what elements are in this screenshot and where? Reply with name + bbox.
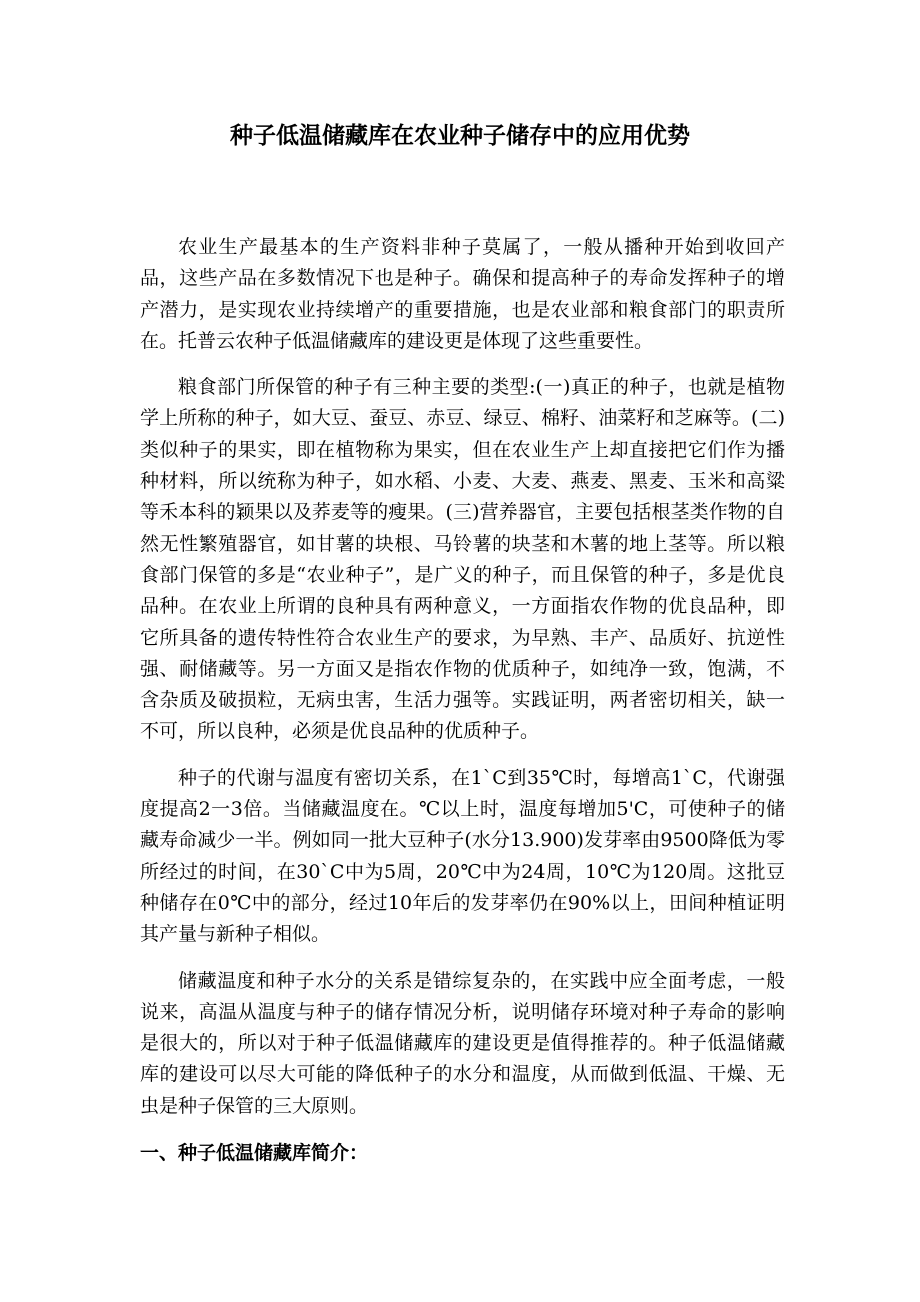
paragraph-intro: 农业生产最基本的生产资料非种子莫属了，一般从播种开始到收回产品，这些产品在多数情况下也是种子。确保和提高种子的寿命发挥种子的增产潜力，是实现农业持续增产的重要措施，也是农业部和粮食部门的职责所在。托普云农种子低温储藏库的建设更是体现了这些重要性。 — [140, 236, 785, 352]
paragraph-temperature: 种子的代谢与温度有密切关系，在1`C到35℃时，每增高1`C，代谢强度提高2一3倍。当储藏温度在。℃以上时，温度每增加5'C，可使种子的储藏寿命减少一半。例如同一批大豆种子(水分13.900)发芽率由9500降低为零所经过的时间，在30`C中为5周，20℃中为24周，10℃为120周。这批豆种储存在0℃中的部分，经过10年后的发芽率仍在90%以上，田间种植证明其产量与新种子相似。 — [140, 766, 785, 946]
paragraph-seed-types: 粮食部门所保管的种子有三种主要的类型:(一)真正的种子，也就是植物学上所称的种子，如大豆、蚕豆、赤豆、绿豆、棉籽、油菜籽和芝麻等。(二)类似种子的果实，即在植物称为果实，但在农业生产上却直接把它们作为播种材料，所以统称为种子，如水稻、小麦、大麦、燕麦、黑麦、玉米和高粱等禾本科的颖果以及荞麦等的瘦果。(三)营养器官，主要包括根茎类作物的自然无性繁殖器官，如甘薯的块根、马铃薯的块茎和木薯的地上茎等。所以粮食部门保管的多是“农业种子”，是广义的种子，而且保管的种子，多是优良品种。在农业上所谓的良种具有两种意义，一方面指农作物的优良品种，即它所具备的遗传特性符合农业生产的要求，为早熟、丰产、品质好、抗逆性强、耐储藏等。另一方面又是指农作物的优质种子，如纯净一致，饱满，不含杂质及破损粒，无病虫害，生活力强等。实践证明，两者密切相关，缺一不可，所以良种，必须是优良品种的优质种子。 — [140, 376, 785, 743]
section-heading: 一、种子低温储藏库简介： — [140, 1142, 369, 1164]
paragraph-storage-principles: 储藏温度和种子水分的关系是错综复杂的，在实践中应全面考虑，一般说来，高温从温度与种子的储存情况分析，说明储存环境对种子寿命的影响是很大的，所以对于种子低温储藏库的建设更是值得推荐的。种子低温储藏库的建设可以尽大可能的降低种子的水分和温度，从而做到低温、干燥、无虫是种子保管的三大原则。 — [140, 969, 785, 1117]
document-title: 种子低温储藏库在农业种子储存中的应用优势 — [230, 123, 690, 149]
document-body — [140, 232, 785, 1137]
